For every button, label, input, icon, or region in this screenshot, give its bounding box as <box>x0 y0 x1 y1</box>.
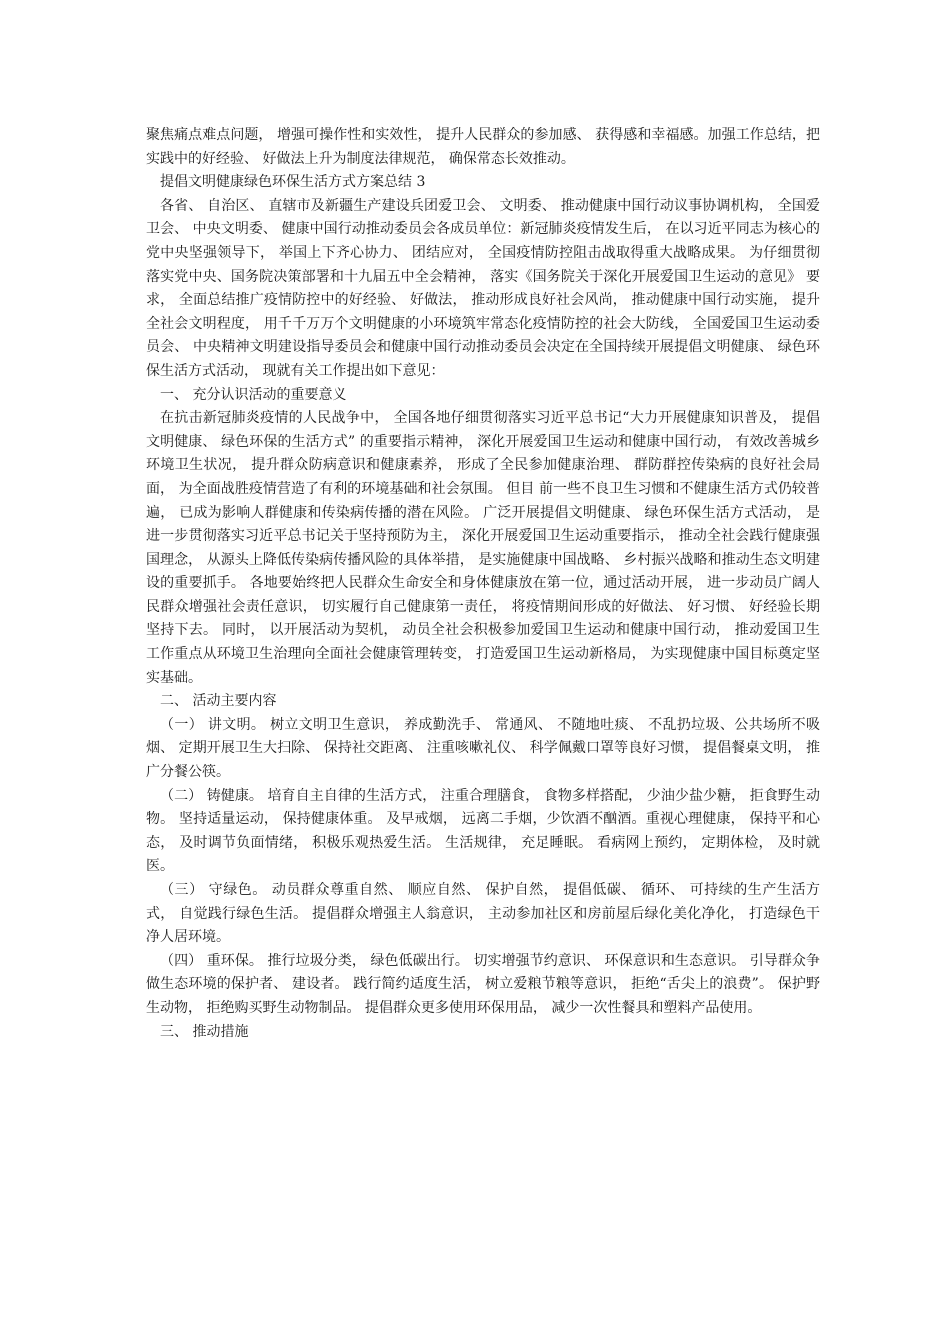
paragraph-item-2: （二） 铸健康。 培育自主自律的生活方式， 注重合理膳食， 食物多样搭配， 少油少盐少糖， 拒食野生动物。 坚持适量运动， 保持健康体重。 及早戒烟， 远离二手烟，少饮酒不酗酒。重视心理健康， 保持平和心态， 及时调节负面情绪， 积极乐观热爱生活。 生活规律， 充足睡眠。 看病网上预约， 定期体检， 及时就医。 <box>146 787 820 875</box>
paragraph-addressees: 各省、 自治区、 直辖市及新疆生产建设兵团爱卫会、 文明委、 推动健康中国行动议事协调机构， 全国爱卫会、 中央文明委、 健康中国行动推动委员会各成员单位：新冠肺炎疫情发生后， 在以习近平同志为核心的党中央坚强领导下， 举国上下齐心协力、 团结应对， 全国疫情防控阻击战取得重大战略成果。 为仔细贯彻落实党中央、国务院决策部署和十九届五中全会精神， 落实《国务院关于深化开展爱国卫生运动的意见》 要求， 全面总结推广疫情防控中的好经验、 好做法， 推动形成良好社会风尚， 推动健康中国行动实施， 提升全社会文明程度， 用千千万万个文明健康的小环境筑牢常态化疫情防控的社会大防线， 全国爱国卫生运动委员会、 中央精神文明建设指导委员会和健康中国行动推动委员会决定在全国持续开展提倡文明健康、 绿色环保生活方式活动， 现就有关工作提出如下意见： <box>146 197 820 379</box>
paragraph-intro: 聚焦痛点难点问题， 增强可操作性和实效性， 提升人民群众的参加感、 获得感和幸福感。加强工作总结，把实践中的好经验、 好做法上升为制度法律规范， 确保常态长效推动。 <box>146 127 820 167</box>
section-title: 提倡文明健康绿色环保生活方式方案总结 3 <box>160 174 426 191</box>
paragraph-significance: 在抗击新冠肺炎疫情的人民战争中， 全国各地仔细贯彻落实习近平总书记“大力开展健康知识普及， 提倡文明健康、 绿色环保的生活方式” 的重要指示精神， 深化开展爱国卫生运动和健康中国行动， 有效改善城乡环境卫生状况， 提升群众防病意识和健康素养， 形成了全民参加健康治理、 群防群控传染病的良好社会局面， 为全面战胜疫情营造了有利的环境基础和社会氛围。 但目 前一些不良卫生习惯和不健康生活方式仍较普遍， 已成为影响人群健康和传染病传播的潜在风险。 广泛开展提倡文明健康、 绿色环保生活方式活动， 是进一步贯彻落实习近平总书记关于坚持预防为主， 深化开展爱国卫生运动重要指示， 推动全社会践行健康强国理念， 从源头上降低传染病传播风险的具体举措， 是实施健康中国战略、 乡村振兴战略和推动生态文明建设的重要抓手。 各地要始终把人民群众生命安全和身体健康放在第一位，通过活动开展， 进一步动员广阔人民群众增强社会责任意识， 切实履行自己健康第一责任， 将疫情期间形成的好做法、 好习惯、 好经验长期坚持下去。 同时， 以开展活动为契机， 动员全社会积极参加爱国卫生运动和健康中国行动， 推动爱国卫生工作重点从环境卫生治理向全面社会健康管理转变， 打造爱国卫生运动新格局， 为实现健康中国目标奠定坚实基础。 <box>146 410 820 686</box>
paragraph-item-3: （三） 守绿色。 动员群众尊重自然、 顺应自然、 保护自然， 提倡低碳、 循环、 可持续的生产生活方式， 自觉践行绿色生活。 提倡群众增强主人翁意识， 主动参加社区和房前屋后绿化美化净化， 打造绿色干净人居环境。 <box>146 882 820 946</box>
paragraph-item-4: （四） 重环保。 推行垃圾分类， 绿色低碳出行。 切实增强节约意识、 环保意识和生态意识。 引导群众争做生态环境的保护者、 建设者。 践行简约适度生活， 树立爱粮节粮等意识， 拒绝“舌尖上的浪费”。 保护野生动物， 拒绝购买野生动物制品。 提倡群众更多使用环保用品， 减少一次性餐具和塑料产品使用。 <box>146 952 820 1016</box>
heading-section-2: 二、 活动主要内容 <box>160 693 277 710</box>
paragraph-item-1: （一） 讲文明。 树立文明卫生意识， 养成勤洗手、 常通风、 不随地吐痰、 不乱扔垃圾、公共场所不吸烟、 定期开展卫生大扫除、 保持社交距离、 注重咳嗽礼仪、 科学佩戴口罩等良好习惯， 提倡餐桌文明， 推广分餐公筷。 <box>146 716 820 781</box>
document-page <box>146 124 820 1044</box>
heading-section-1: 一、 充分认识活动的重要意义 <box>160 386 347 403</box>
heading-section-3: 三、 推动措施 <box>160 1023 249 1040</box>
